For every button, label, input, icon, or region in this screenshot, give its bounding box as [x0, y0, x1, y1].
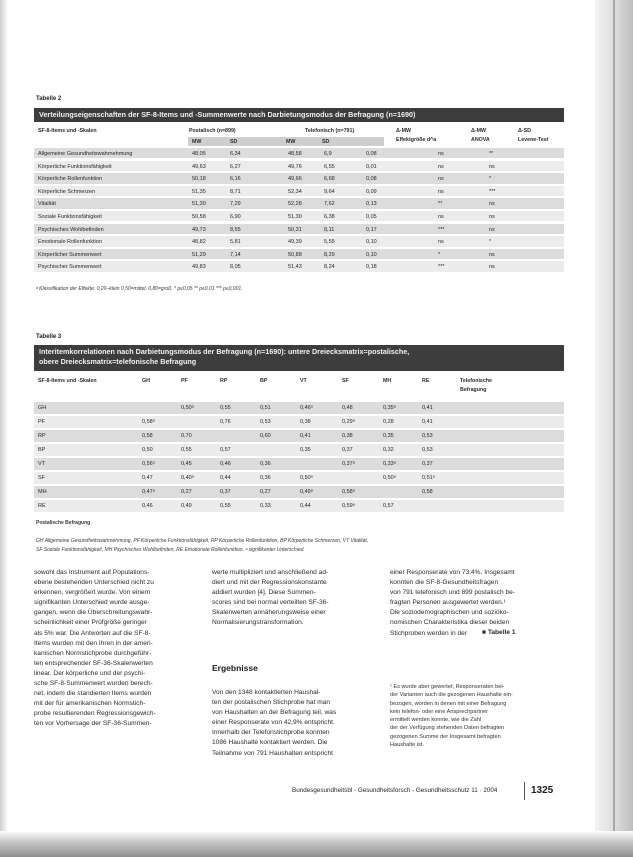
t2-cell: * — [489, 176, 492, 183]
t3-cell: 0,55 — [220, 503, 231, 509]
t3-cell: 0,55 — [220, 405, 231, 411]
t2-col-delta-mw-sub: Effektgröße d^a — [396, 137, 437, 143]
table2-label: Tabelle 2 — [36, 96, 62, 102]
t3-cell: 0,27 — [260, 489, 271, 495]
t3-cell: 0,41 — [422, 419, 433, 425]
t2-cell: ns — [438, 151, 444, 157]
t2-cell: 6,27 — [230, 163, 241, 170]
text-line: gangen, wenn die Überschreitungswahr- — [34, 609, 153, 617]
t3-cell: 0,28 — [383, 419, 394, 425]
t2-cell: 6,16 — [230, 176, 241, 183]
t3-row-label: RE — [38, 503, 46, 509]
t3-col-rp: RP — [220, 378, 228, 384]
text-line: ermittelt werden konnte, wie die Zahl — [390, 717, 482, 724]
table3-header — [34, 376, 564, 398]
t3-cell: 0,49 — [181, 503, 192, 509]
t3-cell: 0,59ᵃ — [342, 503, 355, 509]
t2-cell: 49,39 — [288, 239, 302, 246]
table2-title: Verteilungseigenschaften der SF-8-Items und -Summenwerte nach Darbietungsmodus der Befragung (n=1690) — [34, 108, 564, 122]
text-line: nomischen Charakteristika dieser beiden — [390, 619, 510, 627]
table3-row — [34, 430, 564, 443]
t3-cell: 0,47ᵃ — [142, 489, 155, 495]
t2-row-label: Soziale Funktionsfähigkeit — [38, 214, 102, 220]
t2-row-label: Vitalität — [38, 201, 56, 208]
t3-cell: 0,40ᵃ — [181, 475, 194, 481]
t3-col-mh: MH — [383, 378, 392, 384]
table3-footer-label: Postalische Befragung — [36, 520, 91, 526]
text-line: Stichproben werden in der — [390, 629, 467, 637]
t3-cell: 0,50 — [142, 447, 153, 453]
t2-cell: 6,68 — [324, 176, 335, 183]
t3-cell: 0,35ᵃ — [383, 405, 396, 411]
t2-col-items: SF-8-Items und -Skalen — [38, 128, 97, 134]
t3-cell: 0,46 — [220, 461, 231, 467]
t3-row-label: SF — [38, 475, 46, 481]
t2-cell: 7,14 — [230, 251, 241, 258]
table3-title-line2: obere Dreiecksmatrix=telefonische Befragung — [39, 356, 197, 366]
t2-cell: ** — [489, 151, 494, 157]
t2-cell: 8,24 — [324, 264, 335, 271]
t2-cell: ns — [438, 163, 444, 170]
t2-col-phone: Telefonisch (n=791) — [305, 128, 355, 134]
text-line: als 5% war. Die Antworten auf die SF-8- — [34, 629, 151, 637]
t3-cell: 0,76 — [220, 419, 231, 425]
t2-sub-mw: MW — [192, 139, 202, 145]
t2-cell: 50,31 — [288, 226, 302, 233]
text-line: Teilnahme von 791 Haushalten entspricht — [212, 749, 333, 757]
text-line: 1086 Haushalte kontaktiert werden. Die — [212, 739, 328, 747]
text-line: der Varianten auch die gezogenen Haushalte ein- — [390, 692, 513, 699]
body-column-2 — [212, 568, 382, 629]
t2-subheader — [188, 137, 384, 146]
text-line: Skalenwerten annäherungsweise einer — [212, 609, 326, 617]
t2-sub-sd2: SD — [322, 139, 330, 145]
t3-cell: 0,36 — [260, 475, 271, 481]
table3-row — [34, 472, 564, 485]
t2-cell: 51,30 — [288, 214, 302, 220]
t2-cell: 0,05 — [366, 214, 377, 220]
t3-cell: 0,35 — [383, 433, 394, 439]
t2-cell: 49,63 — [192, 163, 206, 170]
t2-col-delta-anova-sub: ANOVA — [471, 137, 490, 143]
t3-cell: 0,56ᵃ — [142, 461, 155, 467]
t3-cell: 0,44 — [300, 503, 311, 509]
t3-cell: 0,51 — [260, 405, 271, 411]
t2-cell: 51,29 — [192, 251, 206, 258]
text-line: sowohl das Instrument auf Populations- — [34, 569, 150, 576]
t3-row-label: VT — [38, 461, 46, 467]
body-column-3 — [390, 568, 560, 639]
t3-col-gh: GH — [142, 378, 150, 384]
t2-cell: ns — [489, 201, 495, 208]
t2-cell: ns — [438, 176, 444, 183]
t3-cell: 0,50ᵃ — [181, 405, 194, 411]
t3-row-label: PF — [38, 419, 46, 425]
table-1-reference: ■ Tabelle 1 — [482, 629, 516, 636]
t3-cell: 0,41 — [300, 433, 311, 439]
t3-cell: 0,49ᵃ — [300, 489, 313, 495]
t2-cell: 8,11 — [324, 226, 335, 233]
page-crease — [613, 0, 615, 857]
t2-cell: 50,18 — [192, 176, 206, 183]
table2-row — [34, 249, 564, 260]
t3-cell: 0,70 — [181, 433, 192, 439]
text-line: probe resultierenden Regressionsgewich- — [34, 710, 156, 718]
text-line: sche SF-8-Summenwert wurden berech- — [34, 680, 153, 688]
t2-col-delta-mw: Δ-MW — [396, 128, 411, 134]
t2-cell: 0,08 — [366, 176, 377, 183]
body-footnote — [390, 683, 560, 749]
t2-cell: 7,62 — [324, 201, 335, 208]
text-line: einer Responserate von 73,4%. Insgesamt — [390, 569, 515, 576]
t2-cell: * — [438, 251, 441, 258]
t2-row-label: Psychisches Wohlbefinden — [38, 226, 104, 233]
text-line: mit der für amerikanischen Normstich- — [34, 700, 146, 708]
t3-cell: 0,35 — [300, 447, 311, 453]
table3-title — [34, 345, 564, 371]
t3-col-items: SF-8-Items und -Skalen — [38, 378, 97, 384]
t2-cell: 6,55 — [324, 163, 335, 170]
table2-row — [34, 211, 564, 222]
t2-cell: ns — [489, 226, 495, 233]
table2-row — [34, 261, 564, 272]
t2-cell: 51,30 — [192, 201, 206, 208]
text-line: einer Responserate von 42,9% entspricht. — [212, 719, 335, 727]
text-line: ¹ Es wurde aber gewertet, Responseraten bei- — [390, 684, 505, 690]
t2-row-label: Körperliche Funktionsfähigkeit — [38, 163, 112, 170]
t2-sub-sd: SD — [230, 139, 238, 145]
t2-cell: 0,18 — [366, 264, 377, 271]
t2-cell: 49,73 — [192, 226, 206, 233]
t3-cell: 0,60 — [260, 433, 271, 439]
t2-cell: 48,05 — [192, 151, 206, 157]
t2-cell: 50,58 — [192, 214, 206, 220]
text-line: kein telefon- oder eine Ansprechpartner — [390, 708, 488, 715]
t3-cell: 0,36 — [260, 461, 271, 467]
t3-cell: 0,37 — [220, 489, 231, 495]
text-line: von Haushalten an der Befragung teil, was — [212, 709, 337, 717]
text-line: konnten die SF-8-Gesundheitsfragen — [390, 579, 499, 587]
text-line: ten der postalischen Stichprobe hat man — [212, 699, 331, 707]
table2-row — [34, 224, 564, 235]
t2-cell: 0,09 — [366, 188, 377, 195]
table3-row — [34, 458, 564, 471]
scan-edge-bottom — [0, 831, 633, 857]
t2-cell: 0,13 — [366, 201, 377, 208]
t3-cell: 0,33ᵃ — [383, 461, 396, 467]
t3-cell: 0,37 — [422, 461, 433, 467]
t2-cell: ns — [489, 163, 495, 170]
t3-cell: 0,58 — [142, 433, 153, 439]
t3-cell: 0,33 — [260, 503, 271, 509]
t2-cell: 49,66 — [288, 176, 302, 183]
text-line: gezogenen Summe der Insgesamt befragten — [390, 733, 501, 740]
t2-row-label: Körperliche Schmerzen — [38, 188, 96, 195]
table3-row — [34, 486, 564, 499]
t2-cell: 48,58 — [288, 151, 302, 157]
text-line: werte multipliziert und anschließend ad- — [212, 569, 329, 576]
t3-cell: 0,44 — [220, 475, 231, 481]
t2-cell: ns — [438, 188, 444, 195]
text-line: erkennen, vergrößert wurde. Von einem — [34, 589, 151, 597]
table3-row — [34, 402, 564, 415]
t2-cell: 9,64 — [324, 188, 335, 195]
t3-cell: 0,45 — [181, 461, 192, 467]
t2-cell: ns — [489, 214, 495, 220]
t3-cell: 0,50ᵃ — [383, 475, 396, 481]
t3-cell: 0,53 — [422, 433, 433, 439]
footer-divider — [524, 782, 525, 800]
t2-cell: 8,71 — [230, 188, 241, 195]
body-column-1 — [34, 568, 204, 730]
body-column-2-results — [212, 688, 382, 759]
t3-col-bp: BP — [260, 378, 268, 384]
t2-cell: 49,83 — [192, 264, 206, 271]
t2-row-label: Körperlicher Summenwert — [38, 251, 102, 258]
t2-cell: ns — [489, 251, 495, 258]
t3-cell: 0,58ᵃ — [142, 419, 155, 425]
t2-cell: 5,55 — [324, 239, 335, 246]
t3-cell: 0,27 — [181, 489, 192, 495]
text-line: scores sind bei normal verteilten SF-36- — [212, 599, 329, 607]
t3-cell: 0,38 — [300, 419, 311, 425]
t2-row-label: Psychischer Summenwert — [38, 264, 102, 271]
page-number: 1325 — [531, 785, 554, 796]
t3-cell: 0,32 — [383, 447, 394, 453]
t2-cell: ns — [438, 214, 444, 220]
scan-edge-left — [0, 0, 8, 857]
text-line: scheinlichkeit einer Prüfgröße geringer — [34, 619, 147, 627]
table2-row — [34, 173, 564, 184]
table2-row — [34, 198, 564, 209]
t2-cell: 6,34 — [230, 151, 241, 157]
t2-cell: 0,01 — [366, 163, 377, 170]
section-heading-results: Ergebnisse — [212, 663, 258, 673]
t3-cell: 0,57 — [220, 447, 231, 453]
t3-cell: 0,58 — [422, 489, 433, 495]
table3-row — [34, 500, 564, 513]
t3-cell: 0,55 — [181, 447, 192, 453]
t3-col-telephone: Telefonische — [460, 378, 492, 384]
t2-row-label: Emotionale Rollenfunktion — [38, 239, 102, 246]
text-line: Items wurden mit den Ihren in der ameri- — [34, 639, 153, 647]
t3-cell: 0,51ᵃ — [422, 475, 435, 481]
t3-cell: 0,57 — [383, 503, 394, 509]
table2-footnote: ᵃ Klassifikation der Effekte: 0,20–klein 0,50=mittel, 0,80=groß. * p≤0,05 ** p≤0,01 *** p≤0,001. — [36, 286, 243, 292]
t2-cell: 6,38 — [324, 214, 335, 220]
t3-col-pf: PF — [181, 378, 188, 384]
t2-cell: 0,17 — [366, 226, 377, 233]
text-line: der der Verfügung stehenden Daten befragten — [390, 725, 505, 732]
t2-cell: 49,76 — [288, 163, 302, 170]
table3-footnote-1: GH Allgemeine Gesundheitswahrnehmung, PF Körperliche Funktionsfähigkeit, RP Körperliche Rollenfunktion, BP Körperliche Schmerzen, VT Vitalität, — [36, 538, 369, 544]
t2-cell: ns — [438, 239, 444, 246]
t3-cell: 0,53 — [422, 447, 433, 453]
t3-cell: 0,29ᵃ — [342, 419, 355, 425]
t2-cell: ns — [489, 264, 495, 271]
text-line: Haushalte ist. — [390, 742, 424, 749]
t3-col-sf: SF — [342, 378, 349, 384]
text-line: Innerhalb der Telefonstichprobe konnten — [212, 729, 330, 737]
t2-cell: 0,10 — [366, 239, 377, 246]
t2-cell: 50,88 — [288, 251, 302, 258]
text-line: bezogen, worden in denen mit einer Befragung — [390, 700, 507, 707]
table3-label: Tabelle 3 — [36, 334, 62, 340]
t2-row-label: Allgemeine Gesundheitswahrnehmung — [38, 151, 133, 157]
t2-cell: 0,08 — [366, 151, 377, 157]
t2-cell: 51,43 — [288, 264, 302, 271]
t2-cell: 6,9 — [324, 151, 332, 157]
t2-col-postal: Postalisch (n=899) — [189, 128, 236, 134]
t2-cell: 51,35 — [192, 188, 206, 195]
t2-row-label: Körperliche Rollenfunktion — [38, 176, 103, 183]
t2-cell: 8,29 — [324, 251, 335, 258]
text-line: net, indem die standierten Items wurden — [34, 690, 152, 698]
t3-cell: 0,46 — [142, 503, 153, 509]
t2-cell: * — [489, 239, 492, 246]
t2-cell: *** — [438, 226, 445, 233]
t2-cell: 8,55 — [230, 226, 241, 233]
text-line: kanischen Normstichprobe durchgeführ- — [34, 649, 152, 657]
t2-cell: 5,81 — [230, 239, 241, 246]
t2-cell: 52,28 — [288, 201, 302, 208]
t2-cell: 6,90 — [230, 214, 241, 220]
text-line: linear. Der körperliche und der psychi- — [34, 669, 146, 677]
t3-row-label: RP — [38, 433, 46, 439]
t2-cell: *** — [489, 188, 496, 195]
table2-row — [34, 236, 564, 247]
t2-cell: 48,82 — [192, 239, 206, 246]
text-line: ebene bestehenden Unterschied nicht zu — [34, 579, 154, 587]
t3-row-label: GH — [38, 405, 47, 411]
t2-col-delta-sd-sub: Levene-Test — [518, 137, 549, 143]
text-line: signifikanten Unterschied wurde ausge- — [34, 599, 150, 607]
t3-cell: 0,53 — [260, 419, 271, 425]
journal-footer: Bundesgesundheitsbl - Gesundheitsforsch - Gesundheitsschutz 11 · 2004 — [292, 787, 498, 794]
t3-cell: 0,46ᵃ — [300, 405, 313, 411]
table2-row — [34, 148, 564, 159]
t3-cell: 0,37 — [342, 447, 353, 453]
t2-cell: 8,05 — [230, 264, 241, 271]
text-line: Die soziodemographischen und soziöko- — [390, 609, 509, 617]
t2-cell: 7,29 — [230, 201, 241, 208]
text-line: addiert wurden [4]. Diese Summen- — [212, 589, 316, 597]
t3-cell: 0,37ᵃ — [342, 461, 355, 467]
t2-sub-mw2: MW — [286, 139, 296, 145]
t2-cell: 52,34 — [288, 188, 302, 195]
t3-row-label: BP — [38, 447, 46, 453]
t3-cell: 0,47 — [142, 475, 153, 481]
t3-cell: 0,58ᵃ — [342, 489, 355, 495]
text-line: ten vor Vorhersage der SF-36-Summen- — [34, 720, 152, 728]
table3-footnote-2: SF Soziale Funktionsfähigkeit, MH Psychisches Wohlbefinden, RE Emotionale Rollenfunktion. ᵃ signifikanter Unterschied. — [36, 547, 305, 553]
text-line: Von den 1348 kontaktierten Haushal- — [212, 689, 321, 696]
t2-cell: *** — [438, 264, 445, 271]
table3-row — [34, 444, 564, 457]
table2-row — [34, 186, 564, 197]
t2-cell: 0,10 — [366, 251, 377, 258]
table2-row — [34, 161, 564, 172]
t2-col-delta-sd: Δ-SD — [518, 128, 531, 134]
t3-row-label: MH — [38, 489, 47, 495]
t3-cell: 0,38 — [342, 433, 353, 439]
t2-col-delta-anova: Δ-MW — [471, 128, 486, 134]
text-line: ten entsprechender SF-36-Skalenwerten — [34, 659, 153, 667]
text-line: von 791 telefonisch und 899 postalisch be- — [390, 589, 516, 597]
text-line: Normalisierungstransformation. — [212, 619, 304, 627]
t2-cell: ** — [438, 201, 443, 208]
table3-row — [34, 416, 564, 429]
t3-cell: 0,48 — [342, 405, 353, 411]
text-line: fragten Personen ausgewertet werden.¹ — [390, 599, 506, 607]
t3-cell: 0,50ᵃ — [300, 475, 313, 481]
text-line: diert und mit der Regressionskonstante — [212, 579, 327, 587]
t3-cell: 0,41 — [422, 405, 433, 411]
t3-col-re: RE — [422, 378, 430, 384]
t3-col-vt: VT — [300, 378, 307, 384]
t3-col-telephone-sub: Befragung — [460, 387, 487, 393]
table3-title-line1: Interitemkorrelationen nach Darbietungsmodus der Befragung (n=1690): untere Dreiecksmatrix=postalische, — [39, 347, 410, 356]
